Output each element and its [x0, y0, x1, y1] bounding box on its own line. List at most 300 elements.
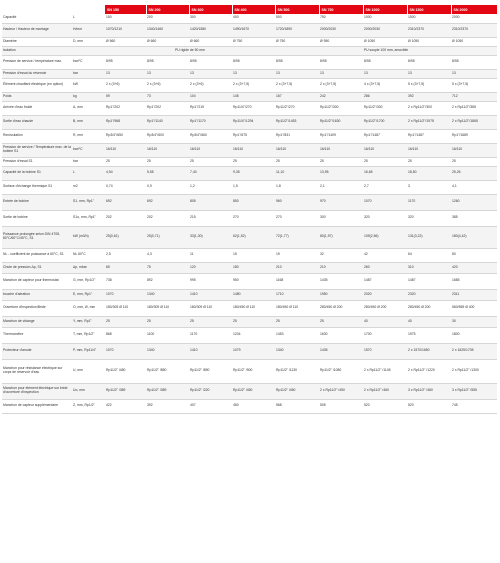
table-cell: 1800 — [451, 327, 497, 343]
table-cell: Rp1"/1487 — [407, 129, 451, 143]
table-cell: 13 — [451, 69, 497, 78]
table-cell: 25 — [275, 157, 319, 166]
table-row — [2, 69, 497, 78]
row-label: Hauteur / Hauteur de montage — [2, 23, 72, 37]
table-cell: 25 — [407, 157, 451, 166]
table-cell: 180 — [232, 262, 275, 273]
table-cell: 25 — [105, 316, 146, 327]
row-unit: U, mm — [72, 359, 105, 383]
table-cell: 280/450 Ø 200 — [407, 300, 451, 316]
table-cell: 25(0,71) — [146, 226, 189, 248]
table-cell: 2 x 1570/1650 — [407, 343, 451, 359]
table-cell: 167 — [275, 92, 319, 101]
table-cell: 16/110 — [146, 143, 189, 157]
table-cell: 62(1,52) — [232, 226, 275, 248]
table-cell: 1340 — [146, 289, 189, 300]
table-cell: 19 — [275, 248, 319, 262]
table-cell: 145 — [232, 92, 275, 101]
table-cell: 131(3,22) — [407, 226, 451, 248]
table-cell: Rp11/2"/1630 — [319, 115, 363, 129]
table-cell: 1435 — [319, 273, 363, 289]
table-cell: Rp1"/215 — [189, 101, 232, 115]
table-cell: 25 — [319, 316, 363, 327]
table-cell: 80(1,97) — [319, 226, 363, 248]
row-unit: kg — [72, 92, 105, 101]
table-cell: 310 — [407, 262, 451, 273]
table-cell: 450 — [232, 399, 275, 413]
table-cell: 4,1 — [451, 180, 497, 194]
table-cell: 1950 — [319, 289, 363, 300]
row-label: Élément chauffant électrique (en option) — [2, 78, 72, 92]
table-cell: 3 x Rp11/2" /555 — [451, 383, 497, 399]
row-unit: G, mm, Rp1/2" — [72, 273, 105, 289]
table-cell: 2 x Rp11/2"/1975 — [407, 115, 451, 129]
table-cell: 1487 — [363, 273, 407, 289]
table-cell: 805 — [189, 194, 232, 210]
table-cell: 13 — [189, 69, 232, 78]
table-cell: 960 — [275, 194, 319, 210]
table-cell: 1710 — [275, 289, 319, 300]
table-cell: Rp1"/1170 — [189, 115, 232, 129]
row-unit: Δp, mbar — [72, 262, 105, 273]
table-cell: Ø 750 — [232, 37, 275, 46]
table-cell: Rp1"/202 — [146, 101, 189, 115]
table-cell: 242 — [319, 92, 363, 101]
table-cell: 3 — [407, 180, 451, 194]
table-cell: 40 — [363, 316, 407, 327]
table-cell: 8/95 — [407, 55, 451, 69]
table-cell: 25 — [189, 316, 232, 327]
table-cell: 25 — [105, 157, 146, 166]
table-cell: Rp11/2" /1080 — [319, 359, 363, 383]
table-cell: 2,5 — [105, 248, 146, 262]
table-cell: 750 — [319, 14, 363, 23]
table-cell: 400 — [232, 14, 275, 23]
row-label: bouche d'aération — [2, 289, 72, 300]
table-cell: Ø 660 — [189, 37, 232, 46]
row-label: Manchon pour résistance électrique sur corps de réservoir d'eau — [2, 359, 72, 383]
table-cell: 2 x Rp11/2" /1300 — [451, 359, 497, 383]
table-cell: 1700 — [363, 327, 407, 343]
table-cell: 1,8 — [275, 180, 319, 194]
row-label: Capacité de la bobine S1 — [2, 166, 72, 180]
table-cell: 4 x (3+7,5) — [363, 78, 407, 92]
row-unit — [72, 46, 105, 55]
table-cell: 270 — [232, 210, 275, 226]
table-cell: 13 — [146, 69, 189, 78]
merged-cell: PU rigide de 50 mm — [105, 46, 275, 55]
table-cell: 120 — [189, 262, 232, 273]
table-cell: 568 — [275, 399, 319, 413]
table-cell: 109(2,56) — [363, 226, 407, 248]
table-row — [2, 226, 497, 248]
table-cell: 2000 — [451, 14, 497, 23]
table-row — [2, 262, 497, 273]
table-cell: 8/95 — [146, 55, 189, 69]
table-cell: 1487 — [407, 273, 451, 289]
table-cell: 5 x (3+7,5) — [407, 78, 451, 92]
column-header: SN 1500 — [407, 5, 451, 14]
table-cell: 1,5 — [232, 180, 275, 194]
row-label: Recirculation — [2, 129, 72, 143]
table-cell: Rp11/2" /389 — [146, 383, 189, 399]
table-cell: Ø 660 — [146, 37, 189, 46]
row-unit: kW — [72, 78, 105, 92]
table-row — [2, 157, 497, 166]
table-row — [2, 166, 497, 180]
row-label: Sortie d'eau chaude — [2, 115, 72, 129]
row-unit: bar/ºC — [72, 143, 105, 157]
table-cell: 215 — [189, 210, 232, 226]
table-cell: 16/110 — [451, 143, 497, 157]
table-row — [2, 46, 497, 55]
table-cell: 2 x Rp11/2" /1145 — [363, 359, 407, 383]
table-cell: 320 — [363, 210, 407, 226]
header-blank-unit — [72, 5, 105, 14]
table-cell: 5,55 — [146, 166, 189, 180]
table-cell: 2 x Rp11/2"/385 — [451, 101, 497, 115]
row-unit: T, mm, Rp1/2" — [72, 327, 105, 343]
table-cell: 2000/2030 — [319, 23, 363, 37]
table-cell: 25,26 — [451, 166, 497, 180]
table-cell: 1079 — [232, 343, 275, 359]
table-cell: 25 — [232, 157, 275, 166]
table-cell: 65 — [105, 262, 146, 273]
row-unit: Y, mm, Rp1" — [72, 316, 105, 327]
table-cell: 2000/2030 — [363, 23, 407, 37]
table-cell: Rp11/2" /890 — [189, 359, 232, 383]
row-label: Capacité — [2, 14, 72, 23]
table-cell: 1170 — [189, 327, 232, 343]
table-cell: 995 — [189, 273, 232, 289]
table-cell: 738 — [105, 273, 146, 289]
table-cell: 16/110 — [189, 143, 232, 157]
table-cell: 2311 — [451, 289, 497, 300]
column-header: SN 300 — [189, 5, 232, 14]
table-cell: 1340 — [146, 343, 189, 359]
table-cell: 422 — [105, 399, 146, 413]
table-cell: Ø 1050 — [451, 37, 497, 46]
row-unit: D, mm — [72, 37, 105, 46]
column-header: SN 750 — [319, 5, 363, 14]
table-cell: 0,74 — [105, 180, 146, 194]
table-cell: 150 — [105, 14, 146, 23]
table-cell: 407 — [189, 399, 232, 413]
table-cell: 0,9 — [146, 180, 189, 194]
table-cell: 1204 — [232, 327, 275, 343]
table-cell: 1410 — [189, 343, 232, 359]
table-cell: 16/110 — [407, 143, 451, 157]
row-label: Diamètre — [2, 37, 72, 46]
table-cell: 2 x Rp11/2" /460 — [363, 383, 407, 399]
table-cell: 25 — [451, 157, 497, 166]
table-cell: Rp11/4"/1294 — [232, 115, 275, 129]
table-row — [2, 78, 497, 92]
row-label: Pression d'essai S1 — [2, 157, 72, 166]
row-label: Isolation — [2, 46, 72, 55]
table-cell: 16/110 — [275, 143, 319, 157]
table-cell: 745 — [451, 399, 497, 413]
table-cell: Rp11/2" /450 — [275, 383, 319, 399]
table-cell: 892 — [146, 273, 189, 289]
table-cell: 8/95 — [232, 55, 275, 69]
table-row — [2, 129, 497, 143]
table-cell: 202 — [146, 210, 189, 226]
table-cell: 18,50 — [407, 166, 451, 180]
table-row — [2, 327, 497, 343]
row-unit: bar — [72, 69, 105, 78]
row-label: Pression de service / température max. — [2, 55, 72, 69]
table-cell: Ø 950 — [319, 37, 363, 46]
row-unit: kW (m3/h) — [72, 226, 105, 248]
table-cell: 2 x (3+7,5) — [319, 78, 363, 92]
table-cell: 16/110 — [319, 143, 363, 157]
row-unit: L — [72, 14, 105, 23]
row-label: Manchon pour élément électrique sur bride d'ouverture d'inspection — [2, 383, 72, 399]
table-cell: 1260 — [451, 194, 497, 210]
row-unit: Z, mm, Rp1/2" — [72, 399, 105, 413]
table-cell: 505 — [319, 399, 363, 413]
column-header: SN 500 — [275, 5, 319, 14]
table-cell: Rp1"/1487 — [363, 129, 407, 143]
table-row — [2, 359, 497, 383]
table-cell: 25 — [232, 316, 275, 327]
row-unit: NL 60°C — [72, 248, 105, 262]
table-cell: 32 — [319, 248, 363, 262]
table-cell: 1420/1580 — [189, 23, 232, 37]
table-cell: 520 — [363, 399, 407, 413]
table-row — [2, 316, 497, 327]
table-cell: 520 — [407, 399, 451, 413]
row-unit: Uo, mm — [72, 383, 105, 399]
merged-cell: PU souple 100 mm, amovible — [275, 46, 497, 55]
table-cell: 75 — [146, 262, 189, 273]
table-cell: 59 — [105, 92, 146, 101]
table-cell: 392 — [146, 399, 189, 413]
table-cell: 868 — [105, 327, 146, 343]
row-label: Arrivée d'eau froide — [2, 101, 72, 115]
table-row — [2, 289, 497, 300]
table-cell: 1070/1210 — [105, 23, 146, 37]
table-cell: Rp3/4"/660 — [189, 129, 232, 143]
table-cell: Rp11/2" /900 — [232, 359, 275, 383]
table-cell: 180/309 Ø 110 — [146, 300, 189, 316]
row-unit: L — [72, 166, 105, 180]
row-unit: B, mm — [72, 115, 105, 129]
table-cell: 1340 — [275, 343, 319, 359]
table-row — [2, 180, 497, 194]
table-cell: Rp1"/1409 — [319, 129, 363, 143]
table-cell: 200 — [146, 14, 189, 23]
table-cell: 25 — [146, 316, 189, 327]
table-cell: Rp11/2" /389 — [105, 383, 146, 399]
table-cell: Rp1"/1689 — [451, 129, 497, 143]
row-unit: P, mm, Rp11/4" — [72, 343, 105, 359]
table-cell: 11,10 — [275, 166, 319, 180]
column-header: SN 2000 — [451, 5, 497, 14]
table-row — [2, 23, 497, 37]
table-cell: 692 — [146, 194, 189, 210]
row-label: Sortie de bobine — [2, 210, 72, 226]
table-cell: 13 — [105, 69, 146, 78]
table-cell: 692 — [105, 194, 146, 210]
table-cell: 2 x (3+7,5) — [232, 78, 275, 92]
row-unit: E, mm, Rp1" — [72, 289, 105, 300]
table-cell: Rp11/2"/300 — [363, 101, 407, 115]
table-cell: 180/450 Ø 110 — [232, 300, 275, 316]
table-cell: Ø 1050 — [363, 37, 407, 46]
table-cell: 1170 — [407, 194, 451, 210]
table-cell: 260 — [363, 262, 407, 273]
table-cell: 320 — [407, 210, 451, 226]
table-cell: Rp11/2" /220 — [189, 383, 232, 399]
table-row — [2, 92, 497, 101]
table-cell: 180/305 Ø 110 — [105, 300, 146, 316]
table-cell: 280/450 Ø 200 — [363, 300, 407, 316]
table-row — [2, 273, 497, 289]
table-row — [2, 55, 497, 69]
table-row — [2, 194, 497, 210]
table-cell: Rp3/4"/600 — [146, 129, 189, 143]
table-cell: Rp1"/675 — [232, 129, 275, 143]
header-blank-label — [2, 5, 72, 14]
table-cell: 1490/1670 — [232, 23, 275, 37]
table-cell: 210 — [275, 262, 319, 273]
table-cell: 950 — [232, 273, 275, 289]
table-row — [2, 383, 497, 399]
table-cell: 712 — [451, 92, 497, 101]
row-label: Protecteur d'anode — [2, 343, 72, 359]
spec-table — [2, 5, 498, 414]
column-header: SN 200 — [146, 5, 189, 14]
table-cell: 300 — [189, 14, 232, 23]
table-cell: 8/95 — [189, 55, 232, 69]
table-cell: 9,35 — [232, 166, 275, 180]
table-cell: 1340/1460 — [146, 23, 189, 37]
table-cell: 2 x Rp11/2" /1220 — [407, 359, 451, 383]
table-cell: Rp1"/968 — [105, 115, 146, 129]
table-row — [2, 14, 497, 23]
table-cell: 1168 — [275, 273, 319, 289]
header-row — [2, 5, 497, 14]
table-cell: Rp11/4"/270 — [232, 101, 275, 115]
table-cell: 7,40 — [189, 166, 232, 180]
table-cell: 1,2 — [189, 180, 232, 194]
table-cell: 25 — [363, 157, 407, 166]
table-cell: Rp1"/202 — [105, 101, 146, 115]
table-cell: 1070 — [105, 343, 146, 359]
table-cell: 13,95 — [319, 166, 363, 180]
row-unit: m2 — [72, 180, 105, 194]
table-cell: 1070 — [363, 194, 407, 210]
table-row — [2, 300, 497, 316]
table-cell: 1070 — [105, 289, 146, 300]
column-header: SN 1000 — [363, 5, 407, 14]
table-cell: 210 — [319, 262, 363, 273]
column-header: SN 400 — [232, 5, 275, 14]
table-cell: 25 — [275, 316, 319, 327]
table-cell: 1410 — [189, 289, 232, 300]
table-cell: 420 — [451, 262, 497, 273]
table-cell: Rp11/2"/300 — [319, 101, 363, 115]
table-cell: 202 — [105, 210, 146, 226]
table-cell: 560/555 Ø 400 — [451, 300, 497, 316]
table-cell: 80 — [451, 248, 497, 262]
table-cell: 180/309 Ø 110 — [189, 300, 232, 316]
row-label: Chute de pression Δp, S1 — [2, 262, 72, 273]
table-cell: 33(1,30) — [189, 226, 232, 248]
table-cell: 300 — [319, 210, 363, 226]
table-cell: 2 x (3+7,5) — [275, 78, 319, 92]
table-cell: 286 — [363, 92, 407, 101]
table-cell: 2 x Rp11/2" /450 — [319, 383, 363, 399]
table-cell: 8/95 — [451, 55, 497, 69]
table-cell: Rp11/2" /450 — [232, 383, 275, 399]
table-cell: Rp3/4"/650 — [105, 129, 146, 143]
row-unit: O, mm, Ø, mm — [72, 300, 105, 316]
table-cell: 13 — [319, 69, 363, 78]
row-label: Entrée de bobine — [2, 194, 72, 210]
table-cell: 4,54 — [105, 166, 146, 180]
row-label: Manchon de vidange — [2, 316, 72, 327]
table-cell: 280/450 Ø 200 — [319, 300, 363, 316]
table-cell: 13 — [275, 69, 319, 78]
spec-body — [2, 14, 497, 413]
table-cell: 25 — [146, 157, 189, 166]
table-cell: 40 — [407, 316, 451, 327]
table-cell: 25(0,61) — [105, 226, 146, 248]
table-cell: 25 — [189, 157, 232, 166]
row-label: Pression d'essai du réservoir — [2, 69, 72, 78]
row-label: Puissance prolongée selon DIN 4708, 80°C/60°C/45°C, S1 — [2, 226, 72, 248]
table-cell: Rp11/2"/1700 — [363, 115, 407, 129]
table-cell: Rp1"/1140 — [146, 115, 189, 129]
table-cell: 2 x 1625/1705 — [451, 343, 497, 359]
table-cell: 5 x (3+7,5) — [451, 78, 497, 92]
table-cell: 15 — [232, 248, 275, 262]
row-label: Pression de service / Température max. de la bobine S1 — [2, 143, 72, 157]
row-label: Poids — [2, 92, 72, 101]
table-cell: 1630 — [319, 327, 363, 343]
table-cell: Rp11/2" /850 — [146, 359, 189, 383]
table-cell: 13 — [363, 69, 407, 78]
table-row — [2, 210, 497, 226]
table-row — [2, 143, 497, 157]
table-cell: 16/110 — [105, 143, 146, 157]
table-cell: 13 — [407, 69, 451, 78]
table-row — [2, 37, 497, 46]
table-cell: Ø 750 — [275, 37, 319, 46]
table-cell: 392 — [407, 92, 451, 101]
table-cell: 1480 — [232, 289, 275, 300]
table-cell: Ø 1050 — [407, 37, 451, 46]
table-cell: 8/95 — [275, 55, 319, 69]
table-cell: 2 x (3+6) — [189, 78, 232, 92]
table-cell: 2310/2370 — [451, 23, 497, 37]
table-cell: 1453 — [275, 327, 319, 343]
table-cell: 3 x Rp11/2" /460 — [407, 383, 451, 399]
row-label: Manchon de capteur pour thermostat — [2, 273, 72, 289]
table-cell: 1685 — [451, 273, 497, 289]
table-cell: Rp11/2"/1453 — [275, 115, 319, 129]
table-cell: 1435 — [319, 343, 363, 359]
table-cell: 1000 — [363, 14, 407, 23]
table-cell: 16,65 — [363, 166, 407, 180]
table-row — [2, 343, 497, 359]
table-cell: Rp11/2"/270 — [275, 101, 319, 115]
table-cell: 42 — [363, 248, 407, 262]
column-header: SN 150 — [105, 5, 146, 14]
